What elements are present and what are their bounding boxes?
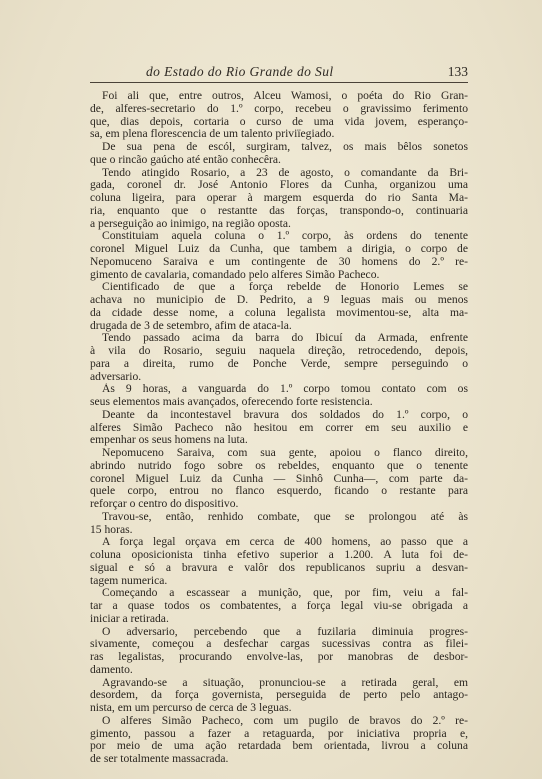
text-line: seus elementos mais avançados, oferecendo forte resistencia. [90, 396, 373, 408]
text-line: coronel Miguel Luiz da Cunha, que tambem a dirigia, o corpo de [90, 243, 468, 255]
text-line: nista, em um percurso de cerca de 3 leguas. [90, 702, 292, 714]
text-line: de ser totalmente massacrada. [90, 753, 229, 765]
text-line: Tendo passado acima da barra do Ibicuí da Armada, enfrente [102, 332, 468, 345]
text-line: que, dias depois, cortaria o curso de uma vida jovem, esperanço- [90, 115, 468, 128]
paragraph [90, 677, 468, 715]
text-line: abrindo nutrido fogo sobre os rebeldes, enquanto que o tenente [90, 459, 468, 472]
paragraph [90, 383, 468, 409]
text-line: para a direita, rumo de Ponche Verde, sempre perseguindo o [90, 357, 468, 370]
page-header [90, 64, 468, 83]
text-line: damento. [90, 663, 133, 676]
text-line: reforçar o centro do dispositivo. [90, 498, 239, 510]
text-line: coluna oposicionista tinha efetivo superior a 1.200. A luta foi de- [90, 549, 468, 561]
text-line: sigual e só a bravura e valôr dos republicanos supriu a desvan- [90, 561, 468, 574]
text-line: De sua pena de escól, surgiram, talvez, os mais bêlos sonetos [102, 141, 468, 153]
text-line: gada, coronel dr. José Antonio Flores da Cunha, organizou uma [90, 179, 468, 192]
text-line: Deante da incontestavel bravura dos soldados do 1.º corpo, o [102, 408, 468, 421]
paragraph [90, 715, 468, 766]
text-line: tagem numerica. [90, 574, 168, 587]
text-line: alferes Simão Pacheco não hesitou em correr em seu auxilio e [90, 421, 468, 434]
page-number: 133 [447, 64, 468, 79]
paragraph [90, 332, 468, 383]
text-line: Cientificado de que a força rebelde de Honorio Lemes se [102, 281, 468, 294]
text-line: coronel Miguel Luiz da Cunha — Sinhô Cunha—, com parte da- [90, 472, 468, 485]
text-line: drugada de 3 de setembro, afim de ataca-la. [90, 319, 292, 332]
text-line: Nepomuceno Saraiva e um contingente de 30 homens do 2.º re- [90, 255, 468, 268]
running-head: do Estado do Rio Grande do Sul [146, 64, 334, 79]
text-line: da cidade desse nome, a coluna legalista movimentou-se, alta ma- [90, 306, 468, 319]
text-line: a perseguição ao inimigo, na região oposta. [90, 217, 291, 230]
text-line: sivamente, começou a desfechar cargas sucessivas contra as filei- [90, 638, 468, 651]
text-line: A força legal orçava em cerca de 400 homens, ao passo que a [102, 536, 468, 549]
text-line: desordem, da força governista, perseguida de perto pelo antago- [90, 689, 468, 702]
text-line: Travou-se, então, renhido combate, que se prolongou até às [102, 510, 468, 523]
text-line: que o rincão gaúcho até então conhecêra. [90, 153, 281, 166]
text-line: Nepomuceno Saraiva, com sua gente, apoiou o flanco direito, [102, 447, 468, 459]
text-line: quele corpo, entrou no flanco esquerdo, ficando o restante para [90, 485, 468, 498]
text-line: adversario. [90, 370, 142, 383]
paragraph [90, 626, 468, 677]
text-line: Tendo atingido Rosario, a 23 de agosto, o comandante da Bri- [102, 166, 468, 179]
text-line: O adversario, percebendo que a fuzilaria diminuia progres- [102, 625, 468, 638]
paragraph [90, 90, 468, 141]
text-line: gimento, passou a fazer a retaguarda, por iniciativa propria e, [90, 727, 468, 740]
text-line: ras legalistas, procurando envolve-las, por manobras de desbor- [90, 651, 468, 663]
text-line: de, alferes-secretario do 1.º corpo, recebeu o gravissimo ferimento [90, 102, 468, 115]
text-line: por meio de uma ação retardada bem orientada, livrou a coluna [90, 740, 468, 753]
body-text [90, 90, 468, 766]
paragraph [90, 167, 468, 231]
text-line: tar a quase todos os combatentes, a força legal viu-se obrigada a [90, 600, 468, 612]
text-line: Foi ali que, entre outros, Alceu Wamosi, o poéta do Rio Gran- [102, 90, 468, 102]
paragraph [90, 536, 468, 587]
paragraph [90, 281, 468, 332]
paragraph [90, 587, 468, 625]
text-line: coluna ligeira, para operar à margem esquerda do rio Santa Ma- [90, 192, 468, 204]
text-line: O alferes Simão Pacheco, com um pugilo de bravos do 2.º re- [102, 714, 468, 727]
text-line: gimento de cavalaria, comandado pelo alferes Simão Pacheco. [90, 268, 380, 281]
text-line: 15 horas. [90, 523, 133, 536]
paragraph [90, 447, 468, 511]
text-line: Começando a escassear a munição, que, por fim, veiu a fal- [102, 587, 468, 600]
text-line: sa, em plena florescencia de um talento priviïegiado. [90, 128, 335, 141]
text-line: Agravando-se a situação, pronunciou-se a retirada geral, em [102, 676, 468, 689]
text-line: ria, enquanto que o restantte das forças, transpondo-o, continuaria [90, 204, 468, 217]
text-line: Constituiam aquela coluna o 1.º corpo, às ordens do tenente [102, 230, 468, 243]
paragraph [90, 230, 468, 281]
paragraph [90, 409, 468, 447]
text-line: empenhar os seus homens na luta. [90, 434, 248, 447]
text-line: à vila do Rosario, seguiu naquela direção, retrocedendo, depois, [90, 345, 468, 357]
paragraph [90, 511, 468, 537]
text-line: Às 9 horas, a vanguarda do 1.º corpo tomou contato com os [102, 383, 468, 396]
text-line: iniciar a retirada. [90, 612, 169, 625]
text-line: achava no municipio de D. Pedrito, a 9 leguas mais ou menos [90, 294, 468, 306]
paragraph [90, 141, 468, 167]
